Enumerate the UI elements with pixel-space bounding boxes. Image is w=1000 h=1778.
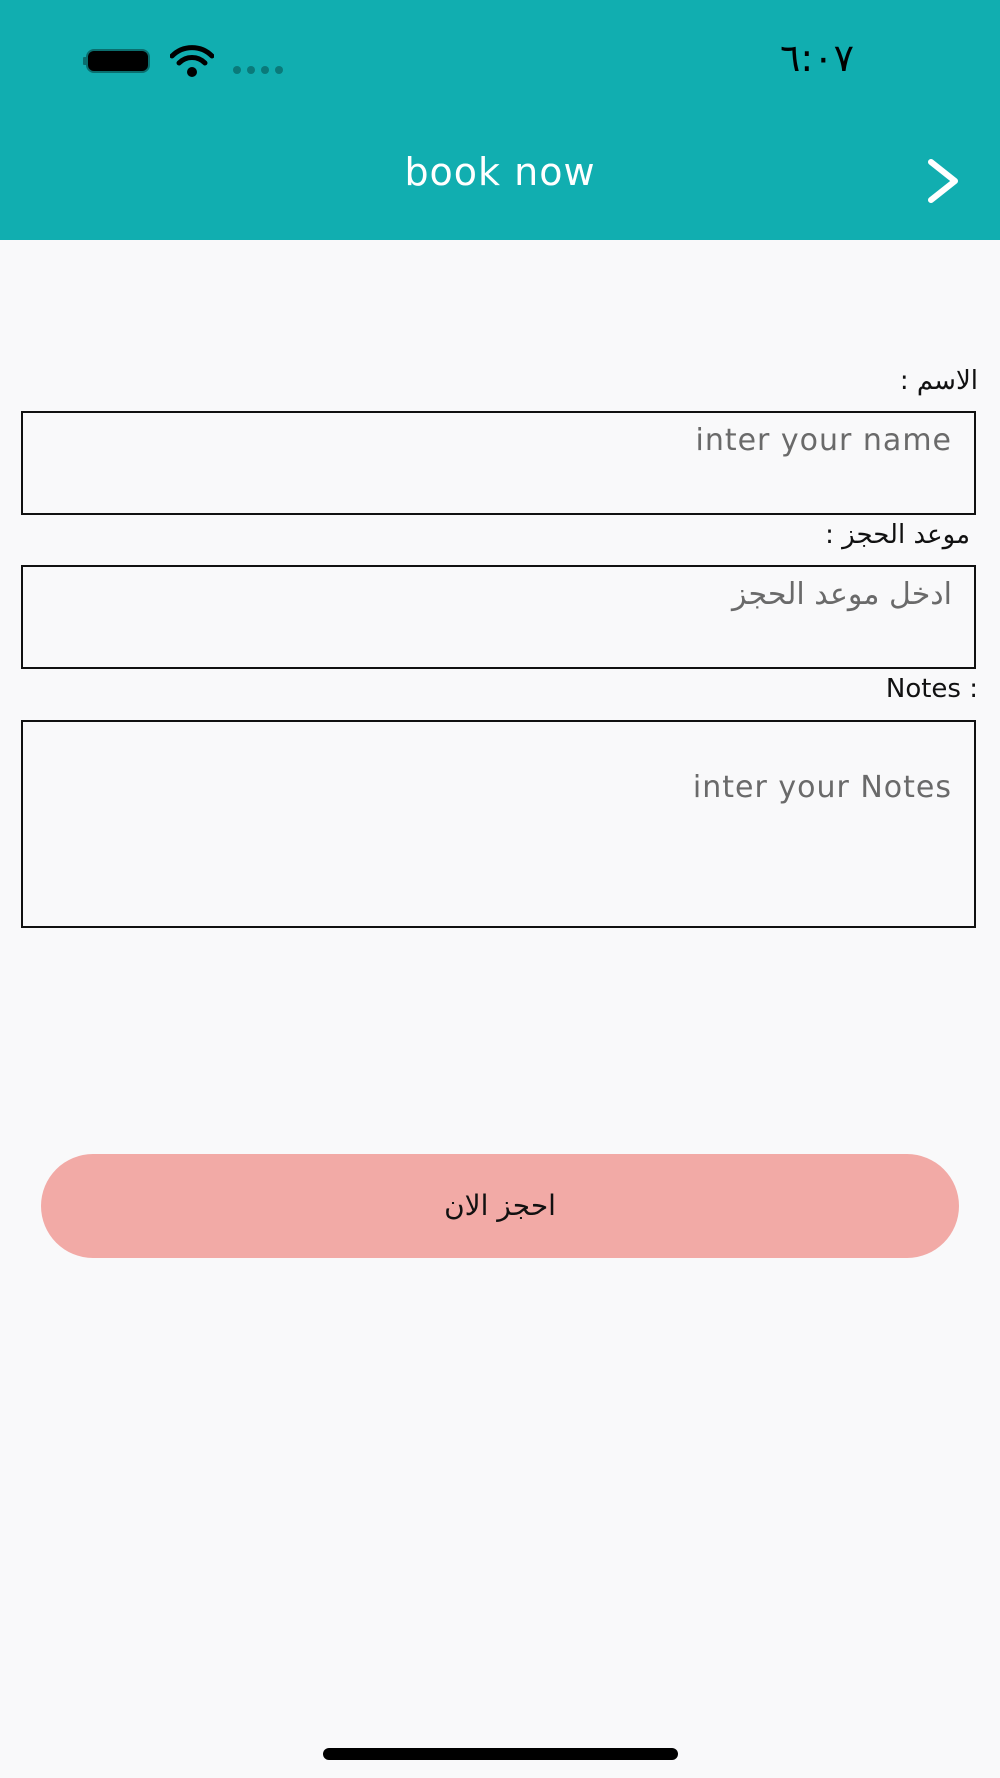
wifi-icon — [170, 44, 214, 78]
name-placeholder: inter your name — [695, 423, 952, 458]
name-input[interactable] — [21, 411, 976, 515]
booking-date-input[interactable] — [21, 565, 976, 669]
home-indicator[interactable] — [323, 1748, 678, 1760]
app-header — [0, 0, 1000, 240]
booking-date-label: موعد الحجز : — [825, 520, 970, 550]
page-title: book now — [404, 150, 596, 194]
battery-icon — [83, 48, 153, 74]
booking-date-placeholder: ادخل موعد الحجز — [731, 577, 952, 612]
notes-label: Notes : — [885, 674, 978, 704]
book-now-button[interactable]: احجز الان — [41, 1154, 959, 1258]
chevron-right-icon[interactable] — [925, 158, 961, 204]
status-time: ٦:٠٧ — [779, 36, 854, 80]
notes-textarea[interactable] — [21, 720, 976, 928]
name-label: الاسم : — [899, 366, 978, 396]
signal-dots-icon — [232, 64, 284, 76]
notes-placeholder: inter your Notes — [692, 770, 952, 805]
